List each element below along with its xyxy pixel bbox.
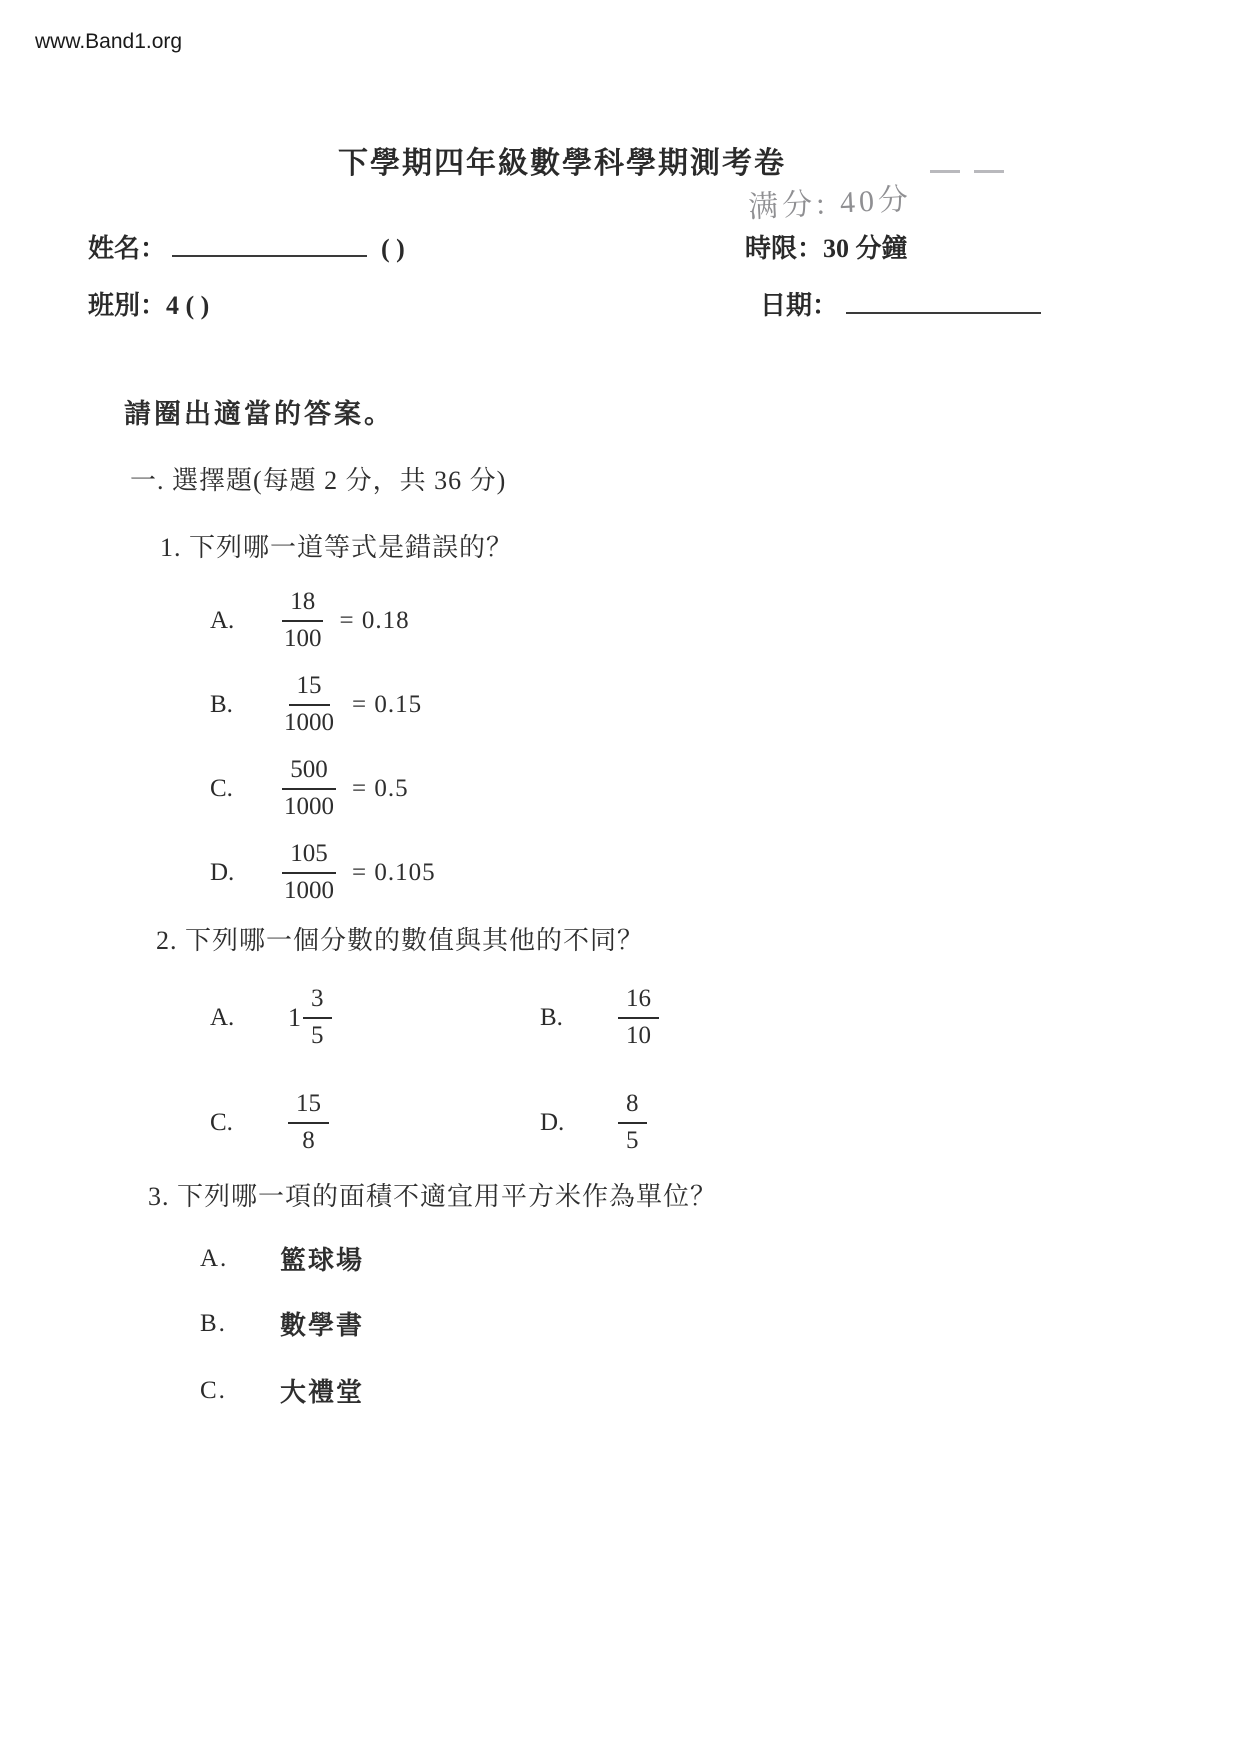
watermark-url: www.Band1.org <box>35 30 183 53</box>
name-label: 姓名： <box>88 234 167 263</box>
date-blank-line <box>846 288 1041 314</box>
option-letter: C. <box>210 774 233 802</box>
fraction-numerator: 500 <box>282 756 336 790</box>
equation-result: = 0.5 <box>352 774 409 802</box>
q1-option-c <box>210 756 409 822</box>
equation-result: = 0.15 <box>352 690 423 718</box>
fraction-denominator: 100 <box>284 624 322 652</box>
option-letter: A. <box>210 1003 235 1031</box>
section-heading: 一. 選擇題(每題 2 分，共 36 分) <box>130 466 507 495</box>
q1-option-b <box>210 672 422 738</box>
fraction-numerator: 105 <box>282 840 336 874</box>
fraction-denominator: 10 <box>626 1021 651 1049</box>
fraction-denominator: 1000 <box>284 708 334 736</box>
option-letter: D. <box>210 858 235 886</box>
option-letter: B. <box>540 1003 563 1031</box>
fraction-numerator: 15 <box>288 1090 329 1124</box>
option-letter: B. <box>200 1309 227 1337</box>
class-label: 班別：4 ( ) <box>88 291 210 320</box>
date-field-row <box>760 285 1041 322</box>
name-blank-line <box>172 231 367 257</box>
option-letter: C. <box>210 1108 233 1136</box>
fraction <box>618 985 659 1051</box>
fraction-denominator: 1000 <box>284 792 334 820</box>
date-label: 日期： <box>760 291 839 320</box>
time-limit-label: 時限：30 分鐘 <box>745 234 908 263</box>
fraction <box>618 1090 647 1156</box>
fraction-denominator: 8 <box>302 1126 315 1154</box>
fraction-numerator: 15 <box>289 672 330 706</box>
option-text: 籃球場 <box>280 1246 365 1275</box>
option-letter: A. <box>200 1244 229 1272</box>
fraction <box>276 672 342 738</box>
q3-option-b <box>200 1305 364 1342</box>
equation-result: = 0.105 <box>352 858 436 886</box>
option-letter: D. <box>540 1108 565 1136</box>
fraction-numerator: 18 <box>282 588 323 622</box>
option-letter: B. <box>210 690 233 718</box>
name-paren: ( ) <box>381 234 405 263</box>
question-3-text: 3. 下列哪一項的面積不適宜用平方米作為單位？ <box>148 1182 718 1211</box>
q2-option-d <box>540 1090 647 1156</box>
fraction <box>303 985 332 1051</box>
handwritten-score-note: 满分: 40分 <box>747 182 913 225</box>
exam-title: 下學期四年級數學科學期測考卷 <box>338 147 786 180</box>
instruction-text: 請圈出適當的答案。 <box>124 399 394 429</box>
q3-option-a <box>200 1240 364 1277</box>
fraction-denominator: 5 <box>626 1126 639 1154</box>
q1-option-d <box>210 840 436 906</box>
fraction <box>276 588 330 654</box>
option-text: 數學書 <box>280 1311 365 1340</box>
fraction <box>276 756 342 822</box>
q1-option-a <box>210 588 410 654</box>
name-field-row <box>88 228 405 265</box>
fraction-numerator: 3 <box>303 985 332 1019</box>
q3-option-c <box>200 1372 364 1409</box>
q2-option-b <box>540 985 659 1051</box>
fraction <box>288 1090 329 1156</box>
equation-result: = 0.18 <box>339 606 410 634</box>
question-1-text: 1. 下列哪一道等式是錯誤的？ <box>160 533 514 562</box>
scan-dash-icon <box>974 170 1004 173</box>
q2-option-c <box>210 1090 329 1156</box>
fraction-denominator: 1000 <box>284 876 334 904</box>
scan-dash-icon <box>930 170 960 173</box>
question-2-text: 2. 下列哪一個分數的數值與其他的不同？ <box>156 926 645 955</box>
fraction <box>276 840 342 906</box>
fraction-denominator: 5 <box>311 1021 324 1049</box>
option-letter: C. <box>200 1376 227 1404</box>
fraction-numerator: 16 <box>618 985 659 1019</box>
option-letter: A. <box>210 606 235 634</box>
option-text: 大禮堂 <box>280 1378 365 1407</box>
mixed-number-whole: 1 <box>288 1002 301 1032</box>
fraction-numerator: 8 <box>618 1090 647 1124</box>
q2-option-a <box>210 985 332 1051</box>
scan-artifact-marks <box>930 162 1020 178</box>
